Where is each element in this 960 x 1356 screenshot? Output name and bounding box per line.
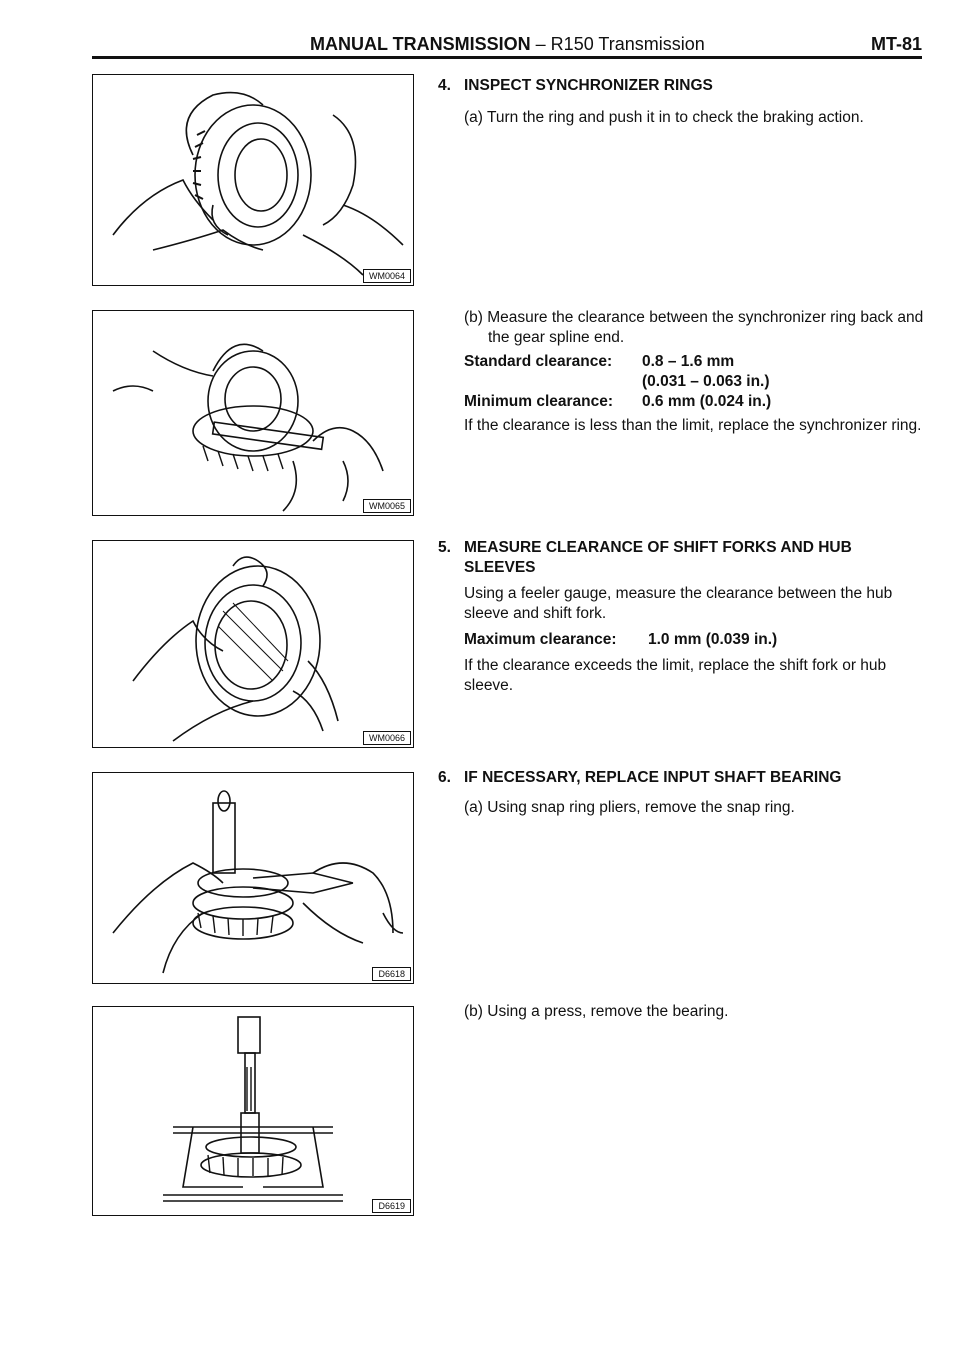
step-heading: INSPECT SYNCHRONIZER RINGS — [464, 77, 713, 94]
figure-code: WM0065 — [363, 499, 411, 513]
figure-code: D6619 — [372, 1199, 411, 1213]
section-5-body: Using a feeler gauge, measure the clearance between the hub sleeve and shift fork. — [464, 585, 893, 622]
section-title: MANUAL TRANSMISSION — [310, 34, 531, 54]
figure-sync-ring-braking — [92, 74, 414, 286]
spec-standard-clearance — [464, 352, 922, 412]
spec-label: Minimum clearance: — [464, 393, 614, 410]
spec-value: 0.6 mm (0.024 in.) — [642, 393, 772, 410]
section-4-note: If the clearance is less than the limit, replace the synchronizer ring. — [464, 417, 922, 434]
spec-value-inches: (0.031 – 0.063 in.) — [642, 373, 770, 390]
sync-ring-illustration — [93, 75, 413, 285]
header-rule — [92, 56, 922, 59]
step-number: 5. — [438, 539, 451, 556]
section-5-note: If the clearance exceeds the limit, replace the shift fork or hub sleeve. — [464, 657, 887, 694]
shift-fork-illustration — [93, 541, 413, 747]
ring-clearance-illustration — [93, 311, 413, 515]
press-bearing-illustration — [93, 1007, 413, 1215]
page-number: MT-81 — [870, 34, 922, 54]
section-4-b: (b) Measure the clearance between the synchronizer ring back and the gear spline end. — [464, 309, 924, 346]
figure-ring-clearance — [92, 310, 414, 516]
section-subtitle: – R150 Transmission — [530, 34, 705, 54]
section-4-heading — [438, 76, 922, 96]
snap-ring-illustration — [93, 773, 413, 983]
figure-press-bearing — [92, 1006, 414, 1216]
section-6-heading — [438, 768, 922, 788]
spec-value: 0.8 – 1.6 mm — [642, 353, 735, 370]
section-6-b: (b) Using a press, remove the bearing. — [464, 1003, 729, 1020]
figure-code: WM0066 — [363, 731, 411, 745]
section-6-a: (a) Using snap ring pliers, remove the snap ring. — [464, 799, 795, 816]
spec-value: 1.0 mm (0.039 in.) — [648, 631, 778, 648]
step-number: 6. — [438, 769, 451, 786]
figure-shift-fork-clearance — [92, 540, 414, 748]
spec-label: Standard clearance: — [464, 353, 613, 370]
figure-code: D6618 — [372, 967, 411, 981]
step-heading: IF NECESSARY, REPLACE INPUT SHAFT BEARING — [464, 769, 842, 786]
section-4-a: (a) Turn the ring and push it in to check the braking action. — [464, 109, 864, 126]
figure-code: WM0064 — [363, 269, 411, 283]
spec-label: Maximum clearance: — [464, 631, 617, 648]
page-title — [310, 34, 705, 55]
spec-maximum-clearance — [464, 630, 922, 650]
figure-snap-ring-removal — [92, 772, 414, 984]
section-5-heading — [438, 538, 922, 578]
step-number: 4. — [438, 77, 451, 94]
step-heading: MEASURE CLEARANCE OF SHIFT FORKS AND HUB SLEEVES — [464, 539, 852, 576]
